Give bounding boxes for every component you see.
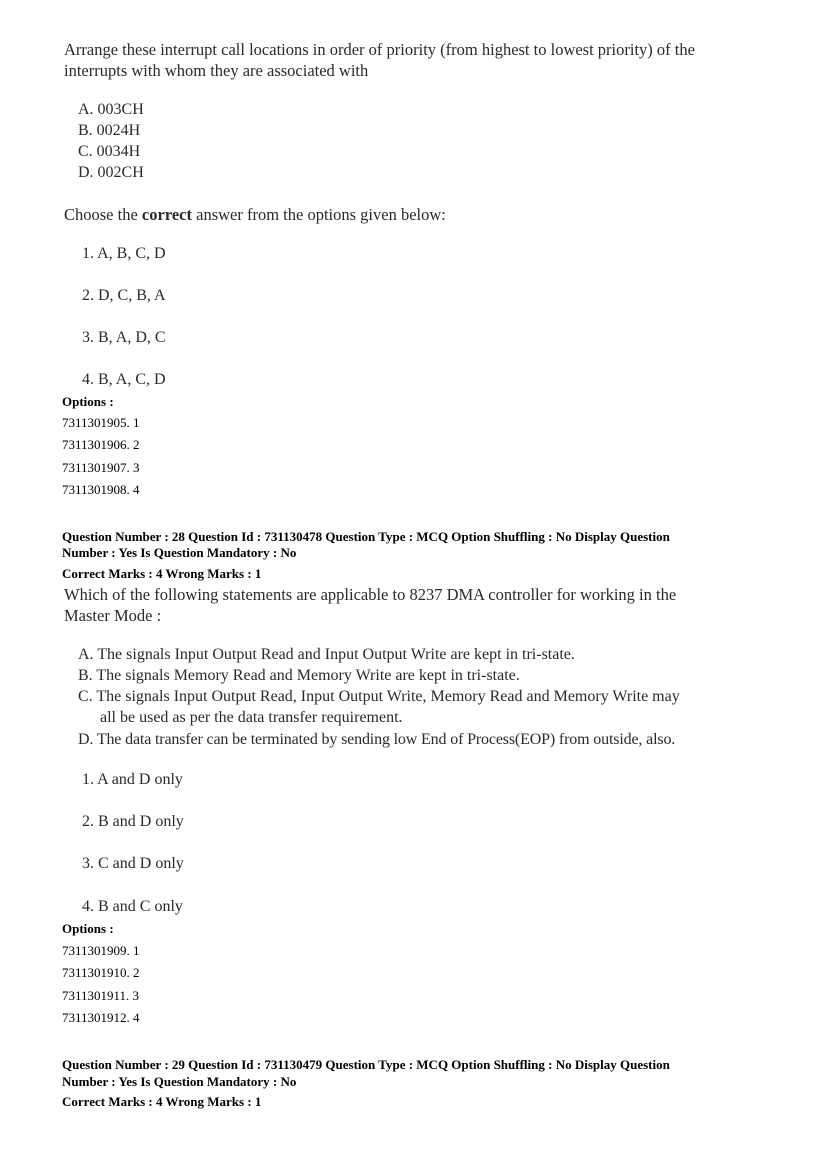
q28-answer-2: 2. B and D only — [82, 813, 184, 830]
q28-item-d: D. The data transfer can be terminated by sending low End of Process(EOP) from outside, also. — [78, 731, 676, 748]
q27-answer-1: 1. A, B, C, D — [82, 245, 166, 262]
q27-choose-instruction — [64, 205, 446, 225]
q28-item-c-cont: all be used as per the data transfer requirement. — [100, 709, 403, 726]
q28-option-id-2: 7311301910. 2 — [62, 965, 140, 980]
q27-option-id-3: 7311301907. 3 — [62, 460, 140, 475]
q27-item-d: D. 002CH — [78, 164, 144, 181]
q27-stem-line1: Arrange these interrupt call locations in order of priority (from highest to lowest priority) of the — [64, 40, 695, 59]
q27-answer-4: 4. B, A, C, D — [82, 371, 166, 388]
q28-option-id-3: 7311301911. 3 — [62, 988, 140, 1003]
q29-meta-line2: Number : Yes Is Question Mandatory : No — [62, 1074, 297, 1089]
q28-item-c: C. The signals Input Output Read, Input Output Write, Memory Read and Memory Write may — [78, 688, 680, 705]
q28-option-id-4: 7311301912. 4 — [62, 1010, 140, 1025]
q27-choose-bold: correct — [141, 205, 192, 224]
q28-meta-line1: Question Number : 28 Question Id : 731130478 Question Type : MCQ Option Shuffling : No Display Question — [62, 529, 670, 544]
q29-marks: Correct Marks : 4 Wrong Marks : 1 — [62, 1094, 262, 1109]
q28-item-a: A. The signals Input Output Read and Input Output Write are kept in tri-state. — [78, 646, 575, 663]
q27-options-label: Options : — [62, 394, 114, 409]
q28-answer-4: 4. B and C only — [82, 898, 183, 915]
q28-stem-line2: Master Mode : — [64, 606, 162, 625]
q28-marks: Correct Marks : 4 Wrong Marks : 1 — [62, 566, 262, 581]
q28-meta-line2: Number : Yes Is Question Mandatory : No — [62, 545, 297, 560]
q29-meta-line1: Question Number : 29 Question Id : 731130479 Question Type : MCQ Option Shuffling : No Display Question — [62, 1057, 670, 1072]
q27-answer-3: 3. B, A, D, C — [82, 329, 166, 346]
q27-choose-suffix: answer from the options given below: — [192, 205, 446, 224]
q28-options-label: Options : — [62, 921, 114, 936]
q27-answer-2: 2. D, C, B, A — [82, 287, 166, 304]
q27-stem-line2: interrupts with whom they are associated with — [64, 61, 369, 80]
q27-item-c: C. 0034H — [78, 143, 141, 160]
q27-choose-prefix: Choose the — [64, 205, 142, 224]
q28-answer-3: 3. C and D only — [82, 855, 184, 872]
q28-stem-line1: Which of the following statements are applicable to 8237 DMA controller for working in the — [64, 585, 677, 604]
q27-item-a: A. 003CH — [78, 101, 144, 118]
q27-option-id-2: 7311301906. 2 — [62, 437, 140, 452]
q28-item-b: B. The signals Memory Read and Memory Write are kept in tri-state. — [78, 667, 520, 684]
q28-answer-1: 1. A and D only — [82, 771, 183, 788]
q28-option-id-1: 7311301909. 1 — [62, 943, 140, 958]
q27-option-id-1: 7311301905. 1 — [62, 415, 140, 430]
q27-item-b: B. 0024H — [78, 122, 141, 139]
q27-option-id-4: 7311301908. 4 — [62, 482, 140, 497]
